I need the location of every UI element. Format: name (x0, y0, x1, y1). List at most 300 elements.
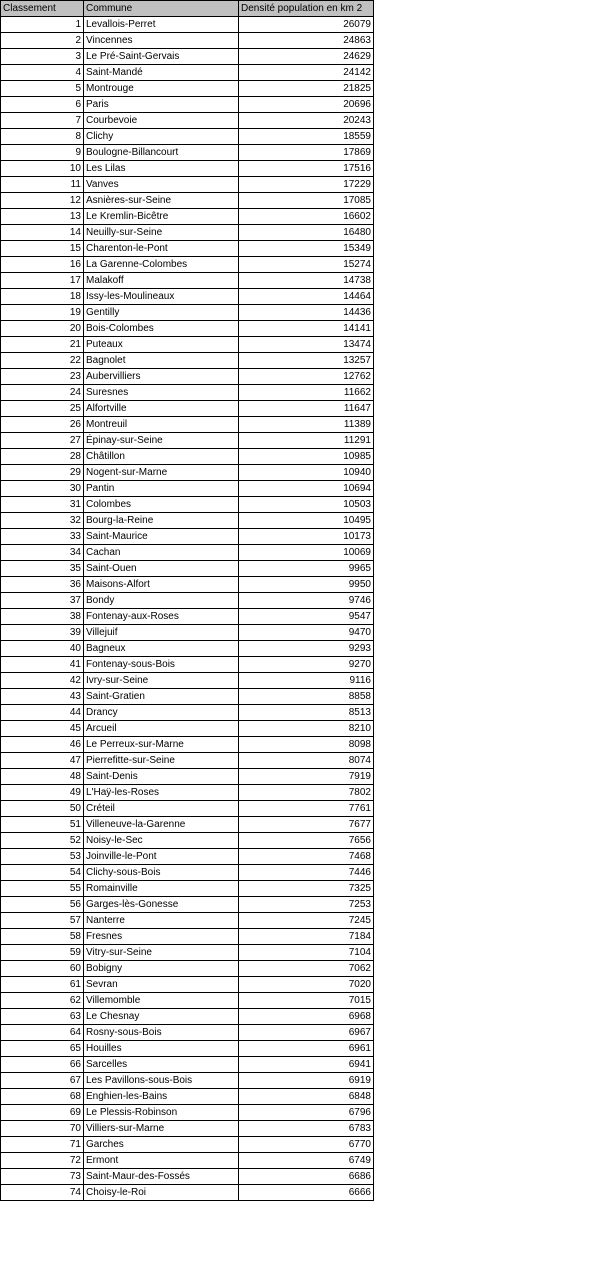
density-cell: 6941 (239, 1057, 374, 1073)
commune-cell: Issy-les-Moulineaux (84, 289, 239, 305)
table-row (1, 161, 374, 177)
table-row (1, 737, 374, 753)
table-row (1, 321, 374, 337)
commune-cell: Vanves (84, 177, 239, 193)
table-row (1, 33, 374, 49)
table-row (1, 801, 374, 817)
rank-cell: 5 (1, 81, 84, 97)
table-row (1, 401, 374, 417)
rank-cell: 19 (1, 305, 84, 321)
table-row (1, 1009, 374, 1025)
table-row (1, 369, 374, 385)
commune-cell: Les Pavillons-sous-Bois (84, 1073, 239, 1089)
density-cell: 6796 (239, 1105, 374, 1121)
commune-cell: Le Chesnay (84, 1009, 239, 1025)
commune-cell: Nanterre (84, 913, 239, 929)
rank-cell: 17 (1, 273, 84, 289)
rank-cell: 38 (1, 609, 84, 625)
rank-cell: 72 (1, 1153, 84, 1169)
density-cell: 14141 (239, 321, 374, 337)
density-cell: 6666 (239, 1185, 374, 1201)
commune-cell: Bagnolet (84, 353, 239, 369)
rank-cell: 62 (1, 993, 84, 1009)
density-cell: 9746 (239, 593, 374, 609)
density-cell: 17229 (239, 177, 374, 193)
rank-cell: 16 (1, 257, 84, 273)
rank-cell: 36 (1, 577, 84, 593)
table-row (1, 769, 374, 785)
table-row (1, 81, 374, 97)
table-row (1, 129, 374, 145)
rank-cell: 42 (1, 673, 84, 689)
rank-cell: 1 (1, 17, 84, 33)
rank-cell: 30 (1, 481, 84, 497)
rank-cell: 34 (1, 545, 84, 561)
commune-cell: Colombes (84, 497, 239, 513)
table-row (1, 481, 374, 497)
density-cell: 7184 (239, 929, 374, 945)
table-row (1, 337, 374, 353)
rank-cell: 59 (1, 945, 84, 961)
commune-cell: Villejuif (84, 625, 239, 641)
rank-cell: 55 (1, 881, 84, 897)
density-cell: 10985 (239, 449, 374, 465)
table-row (1, 577, 374, 593)
commune-cell: Villeneuve-la-Garenne (84, 817, 239, 833)
table-row (1, 465, 374, 481)
density-cell: 7253 (239, 897, 374, 913)
table-row (1, 721, 374, 737)
table-row (1, 641, 374, 657)
rank-cell: 8 (1, 129, 84, 145)
density-cell: 18559 (239, 129, 374, 145)
table-row (1, 1153, 374, 1169)
table-row (1, 449, 374, 465)
density-cell: 8513 (239, 705, 374, 721)
density-cell: 6961 (239, 1041, 374, 1057)
rank-cell: 39 (1, 625, 84, 641)
rank-cell: 46 (1, 737, 84, 753)
density-cell: 24142 (239, 65, 374, 81)
density-cell: 6749 (239, 1153, 374, 1169)
rank-cell: 15 (1, 241, 84, 257)
table-row (1, 881, 374, 897)
commune-cell: Saint-Maurice (84, 529, 239, 545)
table-row (1, 385, 374, 401)
commune-cell: Asnières-sur-Seine (84, 193, 239, 209)
commune-cell: Montreuil (84, 417, 239, 433)
rank-cell: 28 (1, 449, 84, 465)
commune-cell: Enghien-les-Bains (84, 1089, 239, 1105)
commune-cell: Clichy (84, 129, 239, 145)
density-cell: 14464 (239, 289, 374, 305)
commune-cell: Créteil (84, 801, 239, 817)
table-row (1, 849, 374, 865)
rank-cell: 50 (1, 801, 84, 817)
commune-cell: Aubervilliers (84, 369, 239, 385)
rank-cell: 23 (1, 369, 84, 385)
rank-cell: 13 (1, 209, 84, 225)
table-row (1, 497, 374, 513)
commune-cell: Bagneux (84, 641, 239, 657)
rank-cell: 66 (1, 1057, 84, 1073)
density-cell: 9547 (239, 609, 374, 625)
commune-cell: Le Pré-Saint-Gervais (84, 49, 239, 65)
rank-cell: 9 (1, 145, 84, 161)
table-row (1, 913, 374, 929)
density-cell: 14738 (239, 273, 374, 289)
commune-cell: Saint-Maur-des-Fossés (84, 1169, 239, 1185)
table-row (1, 65, 374, 81)
table-row (1, 97, 374, 113)
rank-cell: 2 (1, 33, 84, 49)
table-body (1, 17, 374, 1201)
table-row (1, 545, 374, 561)
rank-cell: 24 (1, 385, 84, 401)
commune-cell: Levallois-Perret (84, 17, 239, 33)
commune-cell: Le Plessis-Robinson (84, 1105, 239, 1121)
commune-cell: Noisy-le-Sec (84, 833, 239, 849)
table-row (1, 417, 374, 433)
commune-cell: Boulogne-Billancourt (84, 145, 239, 161)
commune-cell: Courbevoie (84, 113, 239, 129)
commune-cell: Saint-Denis (84, 769, 239, 785)
table-row (1, 977, 374, 993)
header-rank: Classement (1, 1, 84, 17)
commune-cell: Choisy-le-Roi (84, 1185, 239, 1201)
table-row (1, 17, 374, 33)
density-cell: 7062 (239, 961, 374, 977)
commune-cell: Puteaux (84, 337, 239, 353)
density-cell: 8858 (239, 689, 374, 705)
rank-cell: 11 (1, 177, 84, 193)
table-row (1, 609, 374, 625)
density-cell: 14436 (239, 305, 374, 321)
density-cell: 20243 (239, 113, 374, 129)
rank-cell: 67 (1, 1073, 84, 1089)
density-cell: 17085 (239, 193, 374, 209)
commune-cell: Malakoff (84, 273, 239, 289)
table-row (1, 1089, 374, 1105)
table-row (1, 1041, 374, 1057)
table-row (1, 561, 374, 577)
rank-cell: 31 (1, 497, 84, 513)
density-cell: 12762 (239, 369, 374, 385)
rank-cell: 47 (1, 753, 84, 769)
rank-cell: 22 (1, 353, 84, 369)
table-row (1, 1105, 374, 1121)
density-cell: 8210 (239, 721, 374, 737)
commune-cell: Garches (84, 1137, 239, 1153)
commune-cell: Paris (84, 97, 239, 113)
rank-cell: 33 (1, 529, 84, 545)
commune-cell: Bobigny (84, 961, 239, 977)
table-row (1, 113, 374, 129)
commune-cell: Suresnes (84, 385, 239, 401)
commune-cell: Saint-Mandé (84, 65, 239, 81)
density-cell: 13474 (239, 337, 374, 353)
table-row (1, 1025, 374, 1041)
rank-cell: 43 (1, 689, 84, 705)
density-cell: 7656 (239, 833, 374, 849)
density-cell: 6783 (239, 1121, 374, 1137)
table-row (1, 193, 374, 209)
commune-cell: Nogent-sur-Marne (84, 465, 239, 481)
table-row (1, 1169, 374, 1185)
density-cell: 10173 (239, 529, 374, 545)
density-cell: 7468 (239, 849, 374, 865)
rank-cell: 4 (1, 65, 84, 81)
table-row (1, 657, 374, 673)
density-cell: 11662 (239, 385, 374, 401)
rank-cell: 32 (1, 513, 84, 529)
density-cell: 7761 (239, 801, 374, 817)
header-density: Densité population en km 2 (239, 1, 374, 17)
commune-cell: Ermont (84, 1153, 239, 1169)
table-row (1, 993, 374, 1009)
table-row (1, 961, 374, 977)
density-cell: 9965 (239, 561, 374, 577)
density-cell: 7446 (239, 865, 374, 881)
density-cell: 6919 (239, 1073, 374, 1089)
rank-cell: 64 (1, 1025, 84, 1041)
commune-cell: Saint-Gratien (84, 689, 239, 705)
commune-cell: Vincennes (84, 33, 239, 49)
density-cell: 7020 (239, 977, 374, 993)
table-row (1, 705, 374, 721)
commune-cell: Charenton-le-Pont (84, 241, 239, 257)
rank-cell: 61 (1, 977, 84, 993)
header-row (1, 1, 374, 17)
density-cell: 24863 (239, 33, 374, 49)
table-row (1, 241, 374, 257)
commune-cell: Romainville (84, 881, 239, 897)
commune-cell: Le Perreux-sur-Marne (84, 737, 239, 753)
density-cell: 10694 (239, 481, 374, 497)
table-row (1, 625, 374, 641)
density-cell: 6770 (239, 1137, 374, 1153)
commune-cell: Garges-lès-Gonesse (84, 897, 239, 913)
commune-cell: Le Kremlin-Bicêtre (84, 209, 239, 225)
density-cell: 7104 (239, 945, 374, 961)
commune-cell: Neuilly-sur-Seine (84, 225, 239, 241)
commune-cell: Saint-Ouen (84, 561, 239, 577)
rank-cell: 49 (1, 785, 84, 801)
density-cell: 7325 (239, 881, 374, 897)
table-row (1, 817, 374, 833)
rank-cell: 25 (1, 401, 84, 417)
commune-cell: Vitry-sur-Seine (84, 945, 239, 961)
commune-cell: L'Haÿ-les-Roses (84, 785, 239, 801)
commune-cell: Les Lilas (84, 161, 239, 177)
density-cell: 26079 (239, 17, 374, 33)
table-row (1, 689, 374, 705)
density-cell: 21825 (239, 81, 374, 97)
commune-cell: Pantin (84, 481, 239, 497)
commune-cell: Bondy (84, 593, 239, 609)
rank-cell: 26 (1, 417, 84, 433)
table-row (1, 1185, 374, 1201)
table-row (1, 1137, 374, 1153)
rank-cell: 29 (1, 465, 84, 481)
table-row (1, 289, 374, 305)
commune-cell: Joinville-le-Pont (84, 849, 239, 865)
commune-cell: Bourg-la-Reine (84, 513, 239, 529)
density-cell: 6848 (239, 1089, 374, 1105)
rank-cell: 69 (1, 1105, 84, 1121)
commune-cell: Fontenay-aux-Roses (84, 609, 239, 625)
commune-cell: La Garenne-Colombes (84, 257, 239, 273)
density-cell: 6686 (239, 1169, 374, 1185)
density-cell: 17869 (239, 145, 374, 161)
density-cell: 9293 (239, 641, 374, 657)
rank-cell: 70 (1, 1121, 84, 1137)
commune-cell: Drancy (84, 705, 239, 721)
rank-cell: 14 (1, 225, 84, 241)
table-row (1, 257, 374, 273)
rank-cell: 12 (1, 193, 84, 209)
commune-cell: Arcueil (84, 721, 239, 737)
rank-cell: 45 (1, 721, 84, 737)
density-cell: 11389 (239, 417, 374, 433)
table-row (1, 1121, 374, 1137)
density-cell: 10940 (239, 465, 374, 481)
rank-cell: 10 (1, 161, 84, 177)
density-cell: 8098 (239, 737, 374, 753)
density-cell: 7245 (239, 913, 374, 929)
density-cell: 6968 (239, 1009, 374, 1025)
density-cell: 16480 (239, 225, 374, 241)
rank-cell: 54 (1, 865, 84, 881)
rank-cell: 7 (1, 113, 84, 129)
table-row (1, 225, 374, 241)
density-cell: 24629 (239, 49, 374, 65)
rank-cell: 48 (1, 769, 84, 785)
table-row (1, 833, 374, 849)
commune-cell: Fontenay-sous-Bois (84, 657, 239, 673)
density-cell: 10503 (239, 497, 374, 513)
commune-cell: Alfortville (84, 401, 239, 417)
rank-cell: 52 (1, 833, 84, 849)
rank-cell: 40 (1, 641, 84, 657)
rank-cell: 18 (1, 289, 84, 305)
density-cell: 16602 (239, 209, 374, 225)
header-commune: Commune (84, 1, 239, 17)
commune-cell: Pierrefitte-sur-Seine (84, 753, 239, 769)
table-row (1, 865, 374, 881)
table-row (1, 353, 374, 369)
rank-cell: 6 (1, 97, 84, 113)
table-row (1, 177, 374, 193)
density-cell: 10069 (239, 545, 374, 561)
rank-cell: 63 (1, 1009, 84, 1025)
table-row (1, 513, 374, 529)
table-row (1, 1057, 374, 1073)
rank-cell: 44 (1, 705, 84, 721)
commune-cell: Rosny-sous-Bois (84, 1025, 239, 1041)
density-cell: 9270 (239, 657, 374, 673)
rank-cell: 53 (1, 849, 84, 865)
commune-cell: Clichy-sous-Bois (84, 865, 239, 881)
density-cell: 11647 (239, 401, 374, 417)
density-cell: 6967 (239, 1025, 374, 1041)
commune-cell: Épinay-sur-Seine (84, 433, 239, 449)
commune-cell: Gentilly (84, 305, 239, 321)
density-cell: 15274 (239, 257, 374, 273)
table-row (1, 305, 374, 321)
rank-cell: 58 (1, 929, 84, 945)
table-row (1, 753, 374, 769)
density-cell: 15349 (239, 241, 374, 257)
rank-cell: 35 (1, 561, 84, 577)
table-row (1, 593, 374, 609)
table-row (1, 785, 374, 801)
rank-cell: 73 (1, 1169, 84, 1185)
rank-cell: 41 (1, 657, 84, 673)
density-cell: 7015 (239, 993, 374, 1009)
table-row (1, 929, 374, 945)
rank-cell: 65 (1, 1041, 84, 1057)
table-row (1, 945, 374, 961)
commune-cell: Fresnes (84, 929, 239, 945)
commune-cell: Cachan (84, 545, 239, 561)
commune-cell: Sarcelles (84, 1057, 239, 1073)
rank-cell: 27 (1, 433, 84, 449)
table-row (1, 673, 374, 689)
commune-cell: Châtillon (84, 449, 239, 465)
table-row (1, 145, 374, 161)
rank-cell: 74 (1, 1185, 84, 1201)
commune-cell: Ivry-sur-Seine (84, 673, 239, 689)
table-row (1, 1073, 374, 1089)
rank-cell: 68 (1, 1089, 84, 1105)
commune-cell: Villemomble (84, 993, 239, 1009)
table-row (1, 273, 374, 289)
commune-cell: Maisons-Alfort (84, 577, 239, 593)
rank-cell: 71 (1, 1137, 84, 1153)
rank-cell: 57 (1, 913, 84, 929)
table-row (1, 49, 374, 65)
commune-cell: Bois-Colombes (84, 321, 239, 337)
density-cell: 8074 (239, 753, 374, 769)
rank-cell: 20 (1, 321, 84, 337)
rank-cell: 60 (1, 961, 84, 977)
density-cell: 9116 (239, 673, 374, 689)
commune-cell: Montrouge (84, 81, 239, 97)
density-cell: 7677 (239, 817, 374, 833)
table-row (1, 897, 374, 913)
rank-cell: 3 (1, 49, 84, 65)
rank-cell: 51 (1, 817, 84, 833)
commune-cell: Sevran (84, 977, 239, 993)
density-cell: 11291 (239, 433, 374, 449)
table-row (1, 529, 374, 545)
table-row (1, 433, 374, 449)
table-row (1, 209, 374, 225)
rank-cell: 37 (1, 593, 84, 609)
density-cell: 7802 (239, 785, 374, 801)
rank-cell: 21 (1, 337, 84, 353)
density-cell: 17516 (239, 161, 374, 177)
density-cell: 9470 (239, 625, 374, 641)
commune-cell: Houilles (84, 1041, 239, 1057)
density-cell: 7919 (239, 769, 374, 785)
density-cell: 9950 (239, 577, 374, 593)
density-cell: 10495 (239, 513, 374, 529)
commune-cell: Villiers-sur-Marne (84, 1121, 239, 1137)
rank-cell: 56 (1, 897, 84, 913)
density-cell: 20696 (239, 97, 374, 113)
